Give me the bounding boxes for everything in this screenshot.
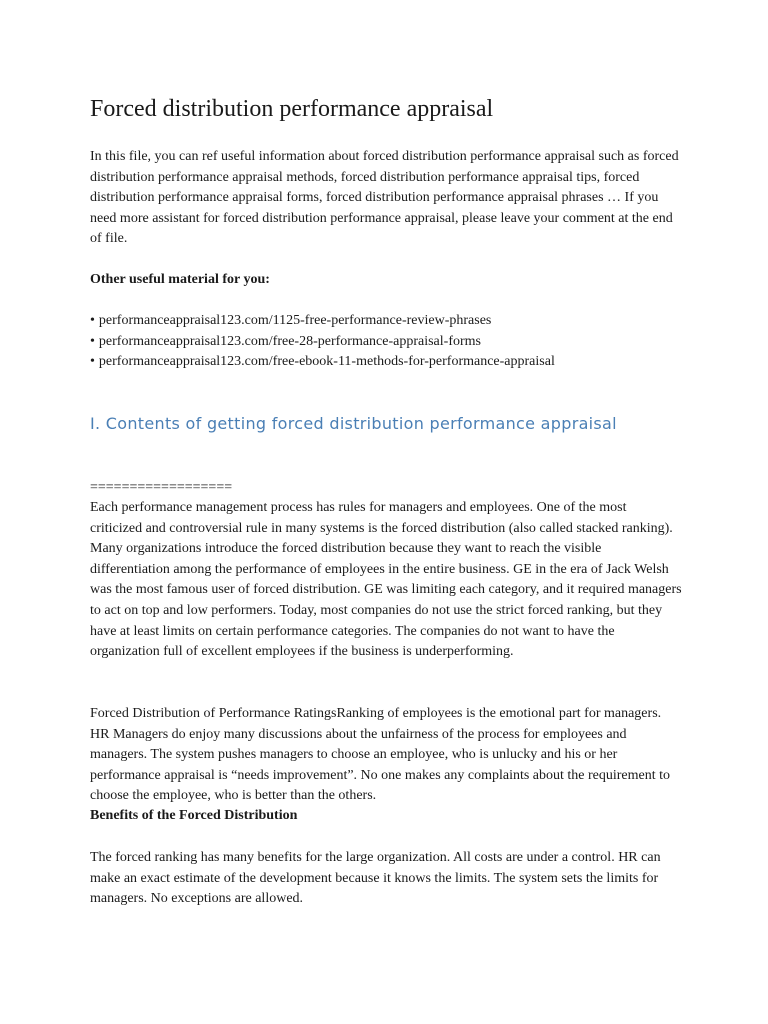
link-text[interactable]: performanceappraisal123.com/1125-free-performance-review-phrases — [98, 313, 492, 328]
list-item — [90, 311, 555, 332]
bullet-icon: • — [90, 354, 95, 370]
body-paragraph-3: The forced ranking has many benefits for the large organization. All costs are under a control. HR can make an exact estimate of the development because it knows the limits. The system sets the limits for managers. No exceptions are allowed. — [90, 850, 661, 907]
separator-line: ================== — [90, 480, 233, 495]
bullet-icon: • — [90, 313, 95, 328]
list-item — [90, 332, 555, 353]
useful-links-list — [90, 311, 555, 373]
link-text[interactable]: performanceappraisal123.com/free-ebook-11-methods-for-performance-appraisal — [98, 354, 555, 370]
link-text[interactable]: performanceappraisal123.com/free-28-performance-appraisal-forms — [98, 333, 481, 349]
benefits-heading: Benefits of the Forced Distribution — [90, 808, 298, 823]
body-paragraph-1: Each performance management process has rules for managers and employees. One of the most criticized and controversial rule in many systems is the forced distribution (also called stacked ranking). Many organizations introduce the forced distribution because they want to reach the visible differentiation among the performance of employees in the entire business. GE in the era of Jack Welsh was the most famous user of forced distribution. GE was limiting each category, and it required managers to act on top and low performers. Today, most companies do not use the strict forced ranking, but they have at least limits on certain performance categories. The companies do not want to have the organization full of excellent employees if the business is underperforming. — [90, 500, 682, 660]
body-paragraph-2: Forced Distribution of Performance RatingsRanking of employees is the emotional part for managers. HR Managers do enjoy many discussions about the unfairness of the process for employees and managers. The system pushes managers to choose an employee, who is unlucky and his or her performance appraisal is “needs improvement”. No one makes any complaints about the requirement to choose the employee, who is better than the others. — [90, 706, 671, 804]
list-item — [90, 352, 555, 373]
bullet-icon: • — [90, 333, 95, 349]
useful-material-heading: Other useful material for you: — [90, 272, 270, 287]
intro-paragraph: In this file, you can ref useful information about forced distribution performance appraisal such as forced distribution performance appraisal methods, forced distribution performance appraisal tips, forced distribution performance appraisal forms, forced distribution performance appraisal phrases … If you need more assistant for forced distribution performance appraisal, please leave your comment at the end of file. — [90, 149, 679, 247]
section-heading: I. Contents of getting forced distribution performance appraisal — [90, 414, 617, 433]
document-title: Forced distribution performance appraisal — [90, 96, 494, 122]
